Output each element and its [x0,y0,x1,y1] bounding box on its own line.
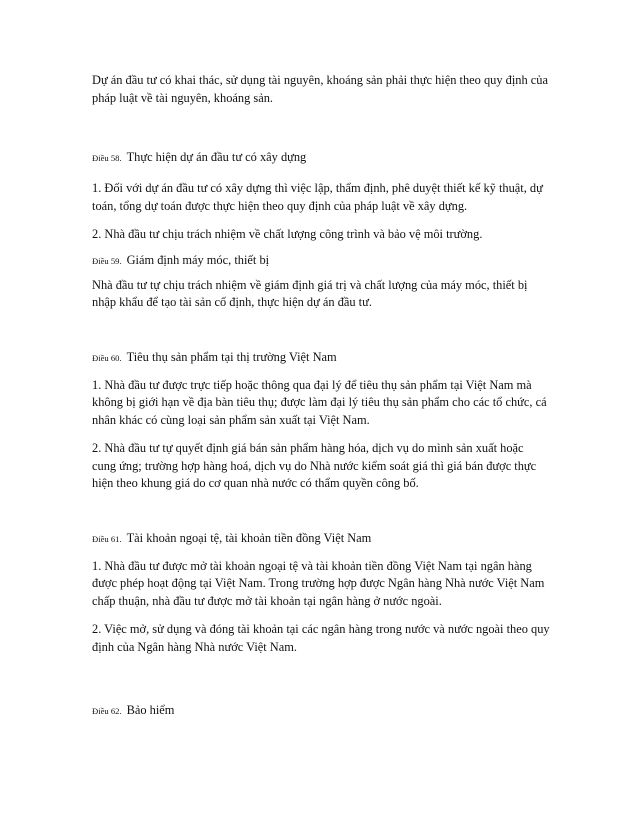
article-number: Điều 58. [92,153,122,163]
intro-paragraph: Dự án đầu tư có khai thác, sử dụng tài nguyên, khoáng sản phải thực hiện theo quy định của pháp luật về tài nguyên, khoáng sản. [92,73,548,105]
article-59-paragraph-1: Nhà đầu tư tự chịu trách nhiệm về giám định giá trị và chất lượng của máy móc, thiết bị nhập khẩu để tạo tài sản cố định, thực hiện dự án đầu tư. [92,277,528,309]
article-60-paragraph-1: 1. Nhà đầu tư được trực tiếp hoặc thông qua đại lý để tiêu thụ sản phẩm tại Việt Nam mà không bị giới hạn về địa bàn tiêu thụ; được làm đại lý tiêu thụ sản phẩm cho các tổ chức, cá nhân khác có cùng loại sản phẩm sản xuất tại Việt Nam. [92,377,547,427]
article-title: Giám định máy móc, thiết bị [126,252,270,267]
article-number: Điều 60. [92,352,122,363]
article-heading-61 [92,531,550,546]
article-61-paragraph-1: 1. Nhà đầu tư được mở tài khoản ngoại tệ và tài khoản tiền đồng Việt Nam tại ngân hàng được phép hoạt động tại Việt Nam. Trong trường hợp được Ngân hàng Nhà nước Việt Nam chấp thuận, nhà đầu tư được mở tài khoản tại ngân hàng ở nước ngoài. [92,558,545,608]
article-number: Điều 59. [92,255,122,266]
article-heading-58 [92,150,550,165]
article-number: Điều 61. [92,533,122,544]
article-60-paragraph-2: 2. Nhà đầu tư tự quyết định giá bán sản phẩm hàng hóa, dịch vụ do mình sản xuất hoặc cung ứng; trường hợp hàng hoá, dịch vụ do Nhà nước kiểm soát giá thì giá bán được thực hiện theo khung giá do cơ quan nhà nước có thẩm quyền công bố. [92,441,537,490]
article-title: Thực hiện dự án đầu tư có xây dựng [126,150,307,164]
article-58-paragraph-2: 2. Nhà đầu tư chịu trách nhiệm về chất lượng công trình và bảo vệ môi trường. [92,227,483,241]
article-61-paragraph-2: 2. Việc mở, sử dụng và đóng tài khoản tại các ngân hàng trong nước và nước ngoài theo quy định của Ngân hàng Nhà nước Việt Nam. [92,622,550,654]
article-title: Tiêu thụ sản phẩm tại thị trường Việt Nam [126,349,337,364]
article-58-paragraph-1: 1. Đối với dự án đầu tư có xây dựng thì việc lập, thẩm định, phê duyệt thiết kế kỹ thuật, dự toán, tổng dự toán được thực hiện theo quy định của pháp luật về xây dựng. [92,181,543,213]
article-number: Điều 62. [92,706,122,716]
article-heading-62 [92,703,550,718]
document-page [92,72,550,718]
article-title: Bảo hiểm [126,703,175,717]
article-heading-60 [92,350,550,365]
article-title: Tài khoản ngoại tệ, tài khoản tiền đồng Việt Nam [126,530,372,545]
article-heading-59 [92,253,550,268]
